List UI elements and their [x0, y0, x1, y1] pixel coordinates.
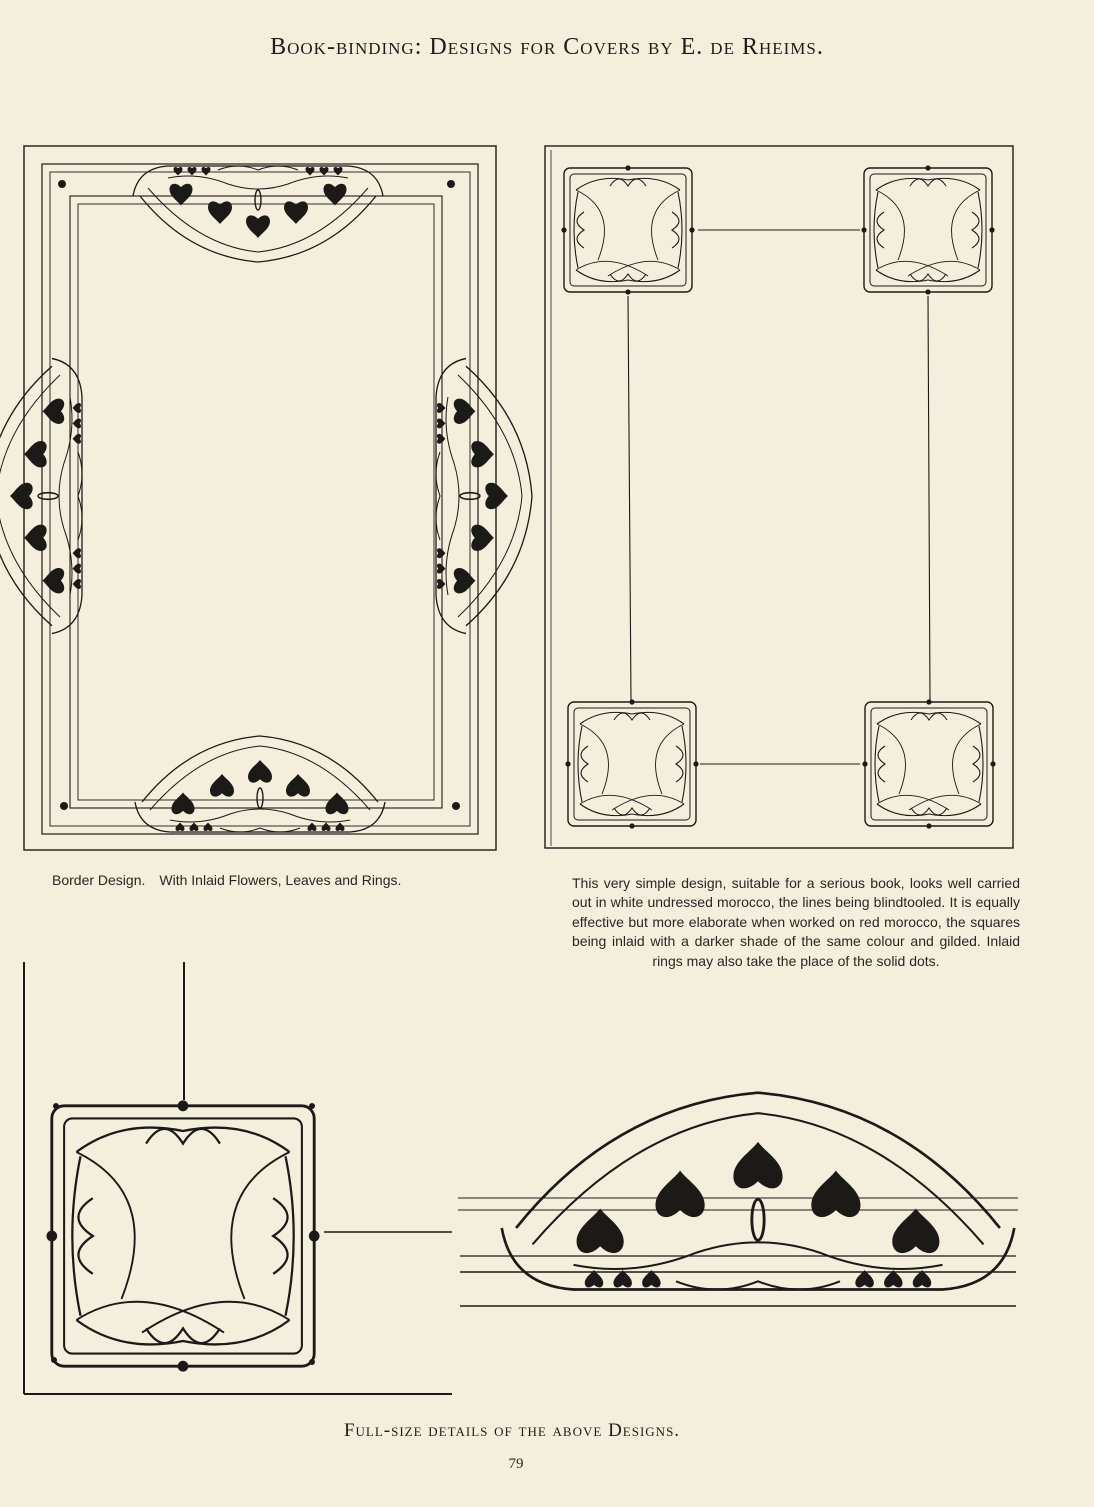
page-title: Book-binding: Designs for Covers by E. de Rheims. — [270, 34, 824, 60]
full-size-square-detail — [24, 962, 452, 1394]
simple-design-plate — [545, 146, 1013, 848]
full-size-arch-detail — [458, 1093, 1018, 1306]
border-design-description: With Inlaid Flowers, Leaves and Rings. — [159, 872, 402, 888]
border-design-label: Border Design. — [52, 872, 146, 888]
border-design-caption — [52, 872, 492, 888]
simple-design-caption: This very simple design, suitable for a serious book, looks well carried out in white undressed morocco, the lines being blindtooled. It is equally effective but more elaborate when worked on red morocco, the squares being inlaid with a darker shade of the same colour and gilded. Inlaid rings may also take the place of the solid dots. — [572, 875, 1020, 969]
footer-title: Full-size details of the above Designs. — [343, 1420, 681, 1441]
page-number: 79 — [508, 1456, 524, 1472]
border-design-plate — [0, 146, 532, 850]
